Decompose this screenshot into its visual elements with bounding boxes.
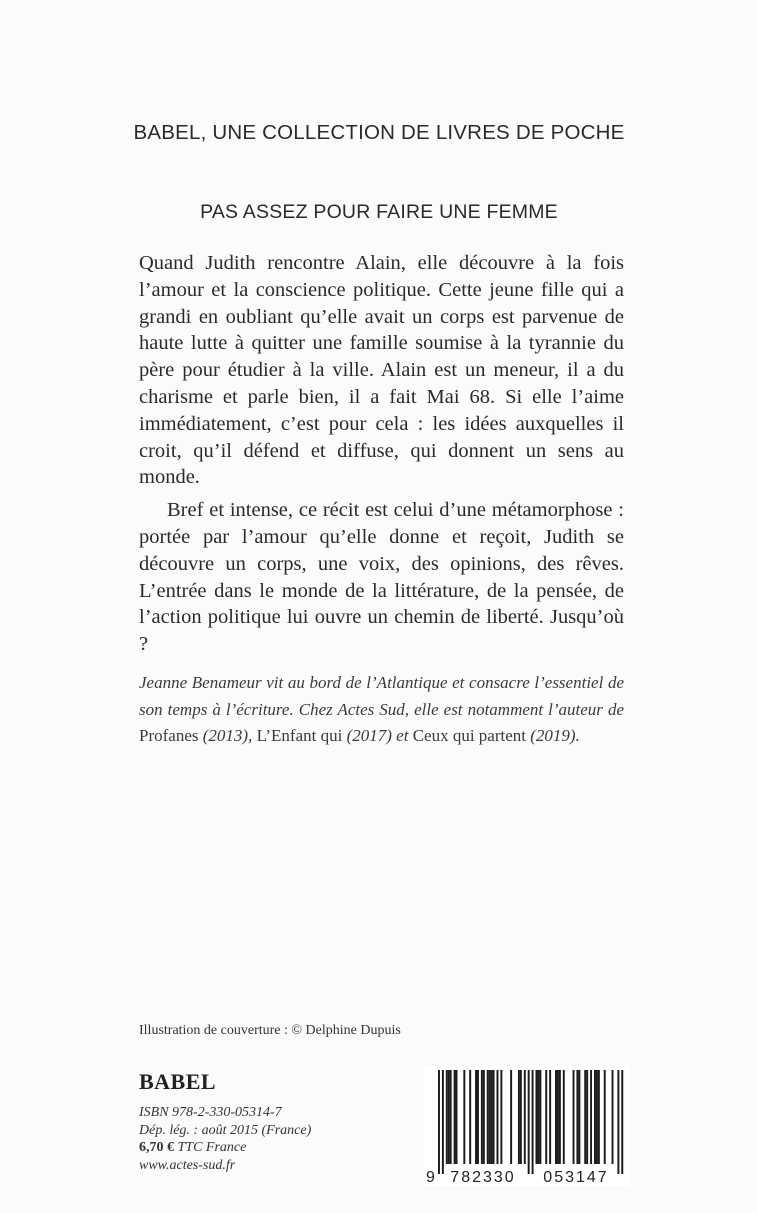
barcode-bar <box>518 1070 520 1164</box>
website: www.actes-sud.fr <box>139 1157 236 1173</box>
barcode-bar <box>438 1070 440 1174</box>
isbn: ISBN 978-2-330-05314-7 <box>139 1105 282 1120</box>
barcode-bar <box>537 1070 539 1164</box>
barcode-bar <box>493 1070 495 1164</box>
barcode-bar <box>590 1070 592 1164</box>
price: 6,70 € <box>139 1140 174 1155</box>
barcode-bar <box>576 1070 578 1164</box>
collection-line: BABEL, UNE COLLECTION DE LIVRES DE POCHE <box>133 121 625 144</box>
summary <box>139 250 624 658</box>
barcode-bar <box>463 1070 465 1164</box>
bio-year-2: (2017) et <box>342 726 413 745</box>
bio-year-3: (2019). <box>526 726 580 745</box>
barcode <box>424 1066 630 1186</box>
barcode-bar <box>475 1070 477 1164</box>
bio-book-enfant-qui: L’Enfant qui <box>256 726 343 745</box>
barcode-bar <box>520 1070 522 1164</box>
bio-lead: Jeanne Benameur vit au bord de l’Atlantique et consacre l’essentiel de son temps à l’écriture. Chez Actes Sud, elle est notamment l’auteur de <box>139 673 624 719</box>
barcode-bar <box>524 1070 526 1164</box>
bio-year-1: (2013), <box>198 726 257 745</box>
barcode-bar <box>487 1070 489 1164</box>
barcode-bar <box>586 1070 588 1164</box>
barcode-bar <box>584 1070 586 1164</box>
price-line <box>139 1139 311 1157</box>
legal-deposit: Dép. lég. : août 2015 (France) <box>139 1122 312 1138</box>
barcode-bar <box>596 1070 598 1164</box>
barcode-bar <box>477 1070 479 1164</box>
barcode-bar <box>442 1070 444 1174</box>
author-bio <box>139 670 624 750</box>
bio-book-profanes: Profanes <box>139 726 199 745</box>
barcode-bar <box>450 1070 452 1164</box>
barcode-bar <box>598 1070 600 1164</box>
barcode-bar <box>536 1070 538 1164</box>
barcode-bar <box>469 1070 471 1164</box>
barcode-bar <box>448 1070 450 1164</box>
barcode-bar <box>497 1070 499 1164</box>
barcode-bar <box>573 1070 575 1164</box>
barcode-bar <box>559 1070 561 1164</box>
barcode-bar <box>621 1070 623 1174</box>
barcode-digit-first: 9 <box>426 1169 435 1186</box>
barcode-bar <box>604 1070 606 1164</box>
barcode-bar <box>491 1070 493 1164</box>
barcode-bar <box>532 1070 534 1174</box>
barcode-bar <box>456 1070 458 1164</box>
barcode-bar <box>563 1070 565 1164</box>
barcode-digits-left: 782330 <box>450 1169 516 1186</box>
barcode-bar <box>578 1070 580 1164</box>
bio-book-ceux-qui-partent: Ceux qui partent <box>412 726 526 745</box>
barcode-bar <box>510 1070 512 1164</box>
book-title: PAS ASSEZ POUR FAIRE UNE FEMME <box>200 201 558 223</box>
price-suffix: TTC France <box>174 1140 247 1155</box>
barcode-bar <box>539 1070 541 1164</box>
barcode-bar <box>617 1070 619 1174</box>
legal-block <box>139 1104 311 1174</box>
barcode-bar <box>481 1070 483 1164</box>
barcode-bar <box>612 1070 614 1164</box>
barcode-bar <box>549 1070 551 1164</box>
barcode-bar <box>500 1070 502 1164</box>
summary-paragraph-1: Quand Judith rencontre Alain, elle découvre à la fois l’amour et la conscience politique. Cette jeune fille qui a grandi en oubliant qu’elle avait un corps est parvenue de haute lutte à quitter une famille soumise à la tyrannie du père pour étudier à la ville. Alain est un meneur, il a du charisme et parle bien, il a fait Mai 68. Si elle l’aime immédiatement, c’est pour cela : les idées auxquelles il croit, qu’il défend et diffuse, qui donnent un sens au monde. <box>139 252 624 489</box>
barcode-digits-right: 053147 <box>543 1169 609 1186</box>
barcode-bar <box>557 1070 559 1164</box>
cover-credit: Illustration de couverture : © Delphine Dupuis <box>139 1023 401 1038</box>
barcode-bar <box>528 1070 530 1174</box>
publisher-logo: BABEL <box>139 1069 217 1094</box>
barcode-bar <box>555 1070 557 1164</box>
barcode-bar <box>454 1070 456 1164</box>
barcode-bar <box>446 1070 448 1164</box>
barcode-bar <box>594 1070 596 1164</box>
barcode-bar <box>489 1070 491 1164</box>
barcode-bar <box>483 1070 485 1164</box>
summary-paragraph-2: Bref et intense, ce récit est celui d’une métamorphose : portée par l’amour qu’elle donne et reçoit, Judith se découvre un corps, une voix, des opinions, des rêves. L’entrée dans le monde de la littérature, de la pensée, de l’action politique lui ouvre un chemin de liberté. Jusqu’où ? <box>139 499 624 656</box>
barcode-bar <box>545 1070 547 1164</box>
